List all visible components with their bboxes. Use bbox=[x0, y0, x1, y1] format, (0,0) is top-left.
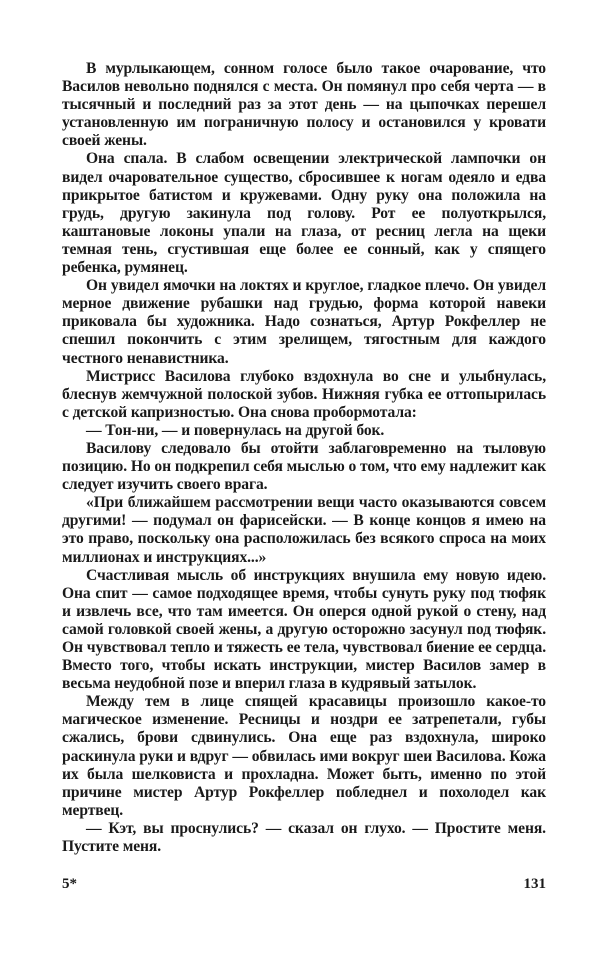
paragraph: Между тем в лице спящей красавицы произошло какое-то магическое изменение. Ресницы и ноздри ее затрепетали, губы сжались, брови сдвинулись. Она еще раз вздохнула, широко раскинула руки и вдруг — обвилась ими вокруг шеи Василова. Кожа их была шелковиста и прохладна. Может быть, именно по этой причине мистер Артур Рокфеллер побледнел и похолодел как мертвец. bbox=[62, 693, 546, 819]
page-footer bbox=[62, 876, 546, 896]
paragraph: «При ближайшем рассмотрении вещи часто оказываются совсем другими! — подумал он фарисейски. — В конце концов я имею на это право, поскольку она расположилась без всякого спроса на моих миллионах и инструкциях...» bbox=[62, 494, 546, 566]
paragraph: — Тон-ни, — и повернулась на другой бок. bbox=[86, 421, 385, 439]
page-number: 131 bbox=[523, 876, 546, 892]
paragraph: Счастливая мысль об инструкциях внушила ему новую идею. Она спит — самое подходящее время, чтобы сунуть руку под тюфяк и извлечь все, что там имеется. Он оперся одной рукой о стену, над самой головкой своей жены, а другую осторожно засунул под тюфяк. Он чувствовал тепло и тяжесть ее тела, чувствовал биение ее сердца. Вместо того, чтобы искать инструкции, мистер Василов замер в весьма неудобной позе и вперил глаза в кудрявый затылок. bbox=[62, 566, 546, 693]
book-page-body bbox=[62, 60, 546, 856]
paragraph: Она спала. В слабом освещении электрической лампочки он видел очаровательное существо, сбросившее к ногам одеяло и едва прикрытое батистом и кружевами. Одну руку она положила на грудь, другую закинула под голову. Рот ее полуоткрылся, каштановые локоны упали на глаза, от ресниц легла на щеки темная тень, сгустившая еще более ее сонный, как у спящего ребенка, румянец. bbox=[62, 150, 546, 277]
paragraph: В мурлыкающем, сонном голосе было такое очарование, что Василов невольно поднялся с места. Он помянул про себя черта — в тысячный и последний раз за этот день — на цыпочках перешел установленную им пограничную полосу и остановился у кровати своей жены. bbox=[62, 60, 546, 150]
paragraph: Василову следовало бы отойти заблаговременно на тыловую позицию. Но он подкрепил себя мыслью о том, что ему надлежит как следует изучить своего врага. bbox=[62, 439, 546, 494]
paragraph: Мистрисс Василова глубоко вздохнула во сне и улыбнулась, блеснув жемчужной полоской зубов. Нижняя губка ее оттопырилась с детской капризностью. Она снова пробормотала: bbox=[62, 367, 546, 421]
paragraph: — Кэт, вы проснулись? — сказал он глухо. — Простите меня. Пустите меня. bbox=[62, 819, 546, 856]
signature-mark: 5* bbox=[62, 876, 77, 892]
paragraph: Он увидел ямочки на локтях и круглое, гладкое плечо. Он увидел мерное движение рубашки над грудью, форма которой навеки приковала бы художника. Надо сознаться, Артур Рокфеллер не спешил покончить с этим зрелищем, тягостным для каждого честного ненавистника. bbox=[62, 277, 546, 367]
